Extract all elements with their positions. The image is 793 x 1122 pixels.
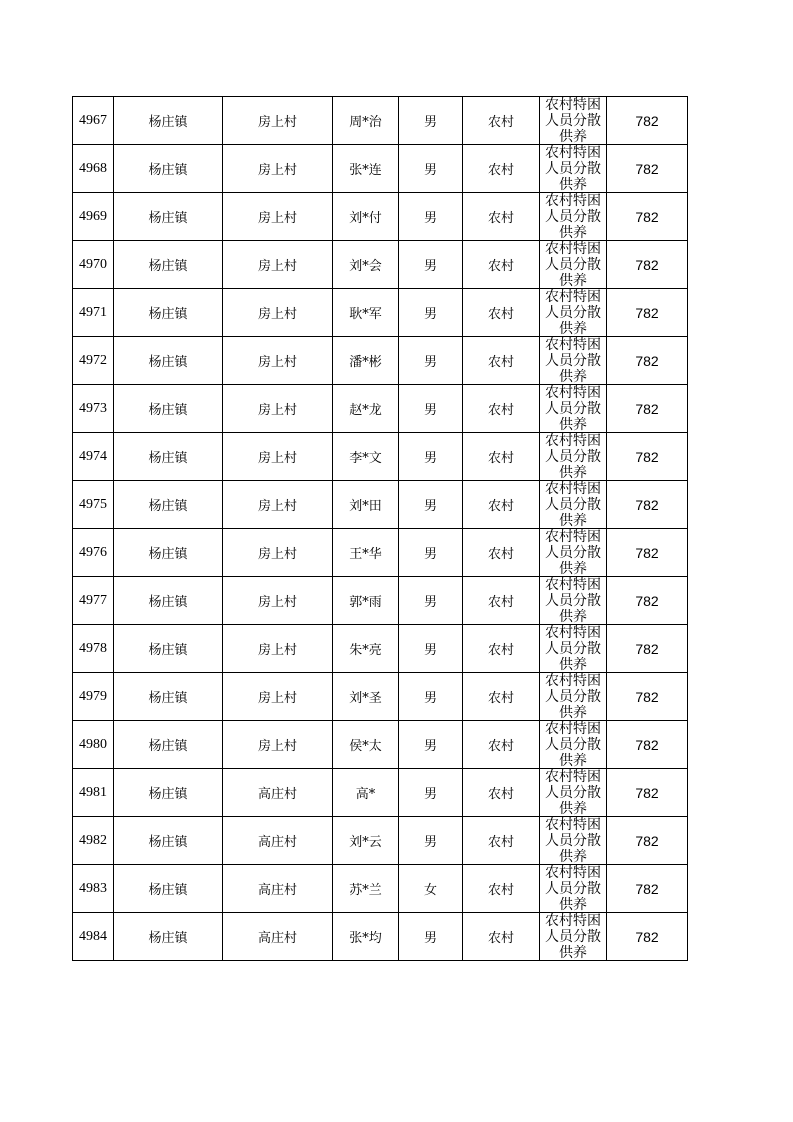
table-row bbox=[73, 481, 688, 529]
table-row bbox=[73, 433, 688, 481]
amount-cell: 782 bbox=[607, 673, 688, 721]
amount-cell: 782 bbox=[607, 625, 688, 673]
gender-cell: 男 bbox=[399, 577, 463, 625]
support-category-cell bbox=[540, 481, 607, 529]
person-name-cell: 朱*亮 bbox=[333, 625, 399, 673]
person-name-cell: 刘*圣 bbox=[333, 673, 399, 721]
town-cell: 杨庄镇 bbox=[114, 817, 223, 865]
village-cell: 房上村 bbox=[223, 625, 333, 673]
area-type-cell: 农村 bbox=[463, 769, 540, 817]
town-cell: 杨庄镇 bbox=[114, 385, 223, 433]
area-type-cell: 农村 bbox=[463, 865, 540, 913]
person-name-cell: 高* bbox=[333, 769, 399, 817]
person-name-cell: 潘*彬 bbox=[333, 337, 399, 385]
town-cell: 杨庄镇 bbox=[114, 241, 223, 289]
town-cell: 杨庄镇 bbox=[114, 721, 223, 769]
amount-cell: 782 bbox=[607, 817, 688, 865]
village-cell: 房上村 bbox=[223, 289, 333, 337]
serial-number-cell: 4975 bbox=[73, 481, 114, 529]
village-cell: 房上村 bbox=[223, 433, 333, 481]
serial-number-cell: 4968 bbox=[73, 145, 114, 193]
gender-cell: 男 bbox=[399, 721, 463, 769]
serial-number-cell: 4984 bbox=[73, 913, 114, 961]
amount-cell: 782 bbox=[607, 193, 688, 241]
gender-cell: 男 bbox=[399, 289, 463, 337]
person-name-cell: 王*华 bbox=[333, 529, 399, 577]
amount-cell: 782 bbox=[607, 241, 688, 289]
serial-number-cell: 4979 bbox=[73, 673, 114, 721]
gender-cell: 女 bbox=[399, 865, 463, 913]
serial-number-cell: 4976 bbox=[73, 529, 114, 577]
gender-cell: 男 bbox=[399, 433, 463, 481]
town-cell: 杨庄镇 bbox=[114, 529, 223, 577]
town-cell: 杨庄镇 bbox=[114, 433, 223, 481]
serial-number-cell: 4972 bbox=[73, 337, 114, 385]
person-name-cell: 郭*雨 bbox=[333, 577, 399, 625]
support-category-text: 农村特困人员分散供养 bbox=[545, 481, 601, 528]
support-category-text: 农村特困人员分散供养 bbox=[545, 385, 601, 432]
support-category-cell bbox=[540, 769, 607, 817]
table-row bbox=[73, 673, 688, 721]
village-cell: 高庄村 bbox=[223, 865, 333, 913]
serial-number-cell: 4970 bbox=[73, 241, 114, 289]
table-row bbox=[73, 97, 688, 145]
table-row bbox=[73, 385, 688, 433]
support-category-text: 农村特困人员分散供养 bbox=[545, 865, 601, 912]
support-category-cell bbox=[540, 673, 607, 721]
support-category-cell bbox=[540, 289, 607, 337]
gender-cell: 男 bbox=[399, 481, 463, 529]
village-cell: 房上村 bbox=[223, 145, 333, 193]
area-type-cell: 农村 bbox=[463, 625, 540, 673]
table-row bbox=[73, 817, 688, 865]
assistance-table bbox=[72, 96, 688, 961]
support-category-cell bbox=[540, 193, 607, 241]
table-row bbox=[73, 721, 688, 769]
support-category-text: 农村特困人员分散供养 bbox=[545, 241, 601, 288]
area-type-cell: 农村 bbox=[463, 577, 540, 625]
support-category-text: 农村特困人员分散供养 bbox=[545, 625, 601, 672]
area-type-cell: 农村 bbox=[463, 97, 540, 145]
table-row bbox=[73, 145, 688, 193]
village-cell: 房上村 bbox=[223, 241, 333, 289]
support-category-text: 农村特困人员分散供养 bbox=[545, 193, 601, 240]
person-name-cell: 刘*付 bbox=[333, 193, 399, 241]
gender-cell: 男 bbox=[399, 145, 463, 193]
serial-number-cell: 4967 bbox=[73, 97, 114, 145]
support-category-text: 农村特困人员分散供养 bbox=[545, 145, 601, 192]
town-cell: 杨庄镇 bbox=[114, 97, 223, 145]
serial-number-cell: 4969 bbox=[73, 193, 114, 241]
table-body bbox=[73, 97, 688, 961]
person-name-cell: 张*均 bbox=[333, 913, 399, 961]
person-name-cell: 赵*龙 bbox=[333, 385, 399, 433]
village-cell: 房上村 bbox=[223, 529, 333, 577]
area-type-cell: 农村 bbox=[463, 913, 540, 961]
support-category-text: 农村特困人员分散供养 bbox=[545, 529, 601, 576]
support-category-text: 农村特困人员分散供养 bbox=[545, 721, 601, 768]
amount-cell: 782 bbox=[607, 145, 688, 193]
village-cell: 房上村 bbox=[223, 673, 333, 721]
area-type-cell: 农村 bbox=[463, 385, 540, 433]
village-cell: 房上村 bbox=[223, 721, 333, 769]
person-name-cell: 李*文 bbox=[333, 433, 399, 481]
village-cell: 房上村 bbox=[223, 97, 333, 145]
table-row bbox=[73, 529, 688, 577]
person-name-cell: 耿*军 bbox=[333, 289, 399, 337]
amount-cell: 782 bbox=[607, 481, 688, 529]
support-category-cell bbox=[540, 433, 607, 481]
area-type-cell: 农村 bbox=[463, 817, 540, 865]
town-cell: 杨庄镇 bbox=[114, 913, 223, 961]
person-name-cell: 周*治 bbox=[333, 97, 399, 145]
town-cell: 杨庄镇 bbox=[114, 337, 223, 385]
serial-number-cell: 4977 bbox=[73, 577, 114, 625]
support-category-cell bbox=[540, 337, 607, 385]
amount-cell: 782 bbox=[607, 529, 688, 577]
gender-cell: 男 bbox=[399, 625, 463, 673]
support-category-cell bbox=[540, 241, 607, 289]
support-category-text: 农村特困人员分散供养 bbox=[545, 289, 601, 336]
person-name-cell: 苏*兰 bbox=[333, 865, 399, 913]
support-category-cell bbox=[540, 529, 607, 577]
table-row bbox=[73, 337, 688, 385]
area-type-cell: 农村 bbox=[463, 145, 540, 193]
town-cell: 杨庄镇 bbox=[114, 673, 223, 721]
town-cell: 杨庄镇 bbox=[114, 625, 223, 673]
serial-number-cell: 4982 bbox=[73, 817, 114, 865]
town-cell: 杨庄镇 bbox=[114, 769, 223, 817]
support-category-cell bbox=[540, 817, 607, 865]
table-row bbox=[73, 769, 688, 817]
support-category-cell bbox=[540, 145, 607, 193]
support-category-text: 农村特困人员分散供养 bbox=[545, 337, 601, 384]
support-category-cell bbox=[540, 865, 607, 913]
serial-number-cell: 4973 bbox=[73, 385, 114, 433]
village-cell: 房上村 bbox=[223, 193, 333, 241]
amount-cell: 782 bbox=[607, 913, 688, 961]
table-row bbox=[73, 577, 688, 625]
amount-cell: 782 bbox=[607, 577, 688, 625]
support-category-cell bbox=[540, 577, 607, 625]
table-row bbox=[73, 241, 688, 289]
village-cell: 房上村 bbox=[223, 337, 333, 385]
village-cell: 高庄村 bbox=[223, 913, 333, 961]
gender-cell: 男 bbox=[399, 97, 463, 145]
village-cell: 高庄村 bbox=[223, 769, 333, 817]
village-cell: 高庄村 bbox=[223, 817, 333, 865]
village-cell: 房上村 bbox=[223, 481, 333, 529]
town-cell: 杨庄镇 bbox=[114, 577, 223, 625]
serial-number-cell: 4978 bbox=[73, 625, 114, 673]
support-category-text: 农村特困人员分散供养 bbox=[545, 913, 601, 960]
support-category-cell bbox=[540, 913, 607, 961]
town-cell: 杨庄镇 bbox=[114, 865, 223, 913]
amount-cell: 782 bbox=[607, 337, 688, 385]
person-name-cell: 刘*云 bbox=[333, 817, 399, 865]
support-category-cell bbox=[540, 97, 607, 145]
serial-number-cell: 4983 bbox=[73, 865, 114, 913]
support-category-text: 农村特困人员分散供养 bbox=[545, 433, 601, 480]
serial-number-cell: 4971 bbox=[73, 289, 114, 337]
gender-cell: 男 bbox=[399, 337, 463, 385]
gender-cell: 男 bbox=[399, 913, 463, 961]
table-row bbox=[73, 625, 688, 673]
village-cell: 房上村 bbox=[223, 577, 333, 625]
amount-cell: 782 bbox=[607, 433, 688, 481]
area-type-cell: 农村 bbox=[463, 337, 540, 385]
support-category-cell bbox=[540, 385, 607, 433]
gender-cell: 男 bbox=[399, 769, 463, 817]
area-type-cell: 农村 bbox=[463, 673, 540, 721]
town-cell: 杨庄镇 bbox=[114, 481, 223, 529]
area-type-cell: 农村 bbox=[463, 433, 540, 481]
table-row bbox=[73, 193, 688, 241]
amount-cell: 782 bbox=[607, 385, 688, 433]
support-category-text: 农村特困人员分散供养 bbox=[545, 97, 601, 144]
area-type-cell: 农村 bbox=[463, 241, 540, 289]
area-type-cell: 农村 bbox=[463, 529, 540, 577]
amount-cell: 782 bbox=[607, 97, 688, 145]
table-row bbox=[73, 865, 688, 913]
area-type-cell: 农村 bbox=[463, 481, 540, 529]
gender-cell: 男 bbox=[399, 385, 463, 433]
person-name-cell: 张*连 bbox=[333, 145, 399, 193]
support-category-cell bbox=[540, 721, 607, 769]
gender-cell: 男 bbox=[399, 817, 463, 865]
gender-cell: 男 bbox=[399, 529, 463, 577]
person-name-cell: 刘*田 bbox=[333, 481, 399, 529]
amount-cell: 782 bbox=[607, 289, 688, 337]
serial-number-cell: 4981 bbox=[73, 769, 114, 817]
serial-number-cell: 4974 bbox=[73, 433, 114, 481]
person-name-cell: 侯*太 bbox=[333, 721, 399, 769]
town-cell: 杨庄镇 bbox=[114, 145, 223, 193]
gender-cell: 男 bbox=[399, 673, 463, 721]
amount-cell: 782 bbox=[607, 865, 688, 913]
support-category-text: 农村特困人员分散供养 bbox=[545, 673, 601, 720]
amount-cell: 782 bbox=[607, 721, 688, 769]
area-type-cell: 农村 bbox=[463, 289, 540, 337]
support-category-cell bbox=[540, 625, 607, 673]
gender-cell: 男 bbox=[399, 193, 463, 241]
table-row bbox=[73, 289, 688, 337]
area-type-cell: 农村 bbox=[463, 193, 540, 241]
table-row bbox=[73, 913, 688, 961]
area-type-cell: 农村 bbox=[463, 721, 540, 769]
town-cell: 杨庄镇 bbox=[114, 289, 223, 337]
serial-number-cell: 4980 bbox=[73, 721, 114, 769]
person-name-cell: 刘*会 bbox=[333, 241, 399, 289]
amount-cell: 782 bbox=[607, 769, 688, 817]
support-category-text: 农村特困人员分散供养 bbox=[545, 769, 601, 816]
village-cell: 房上村 bbox=[223, 385, 333, 433]
town-cell: 杨庄镇 bbox=[114, 193, 223, 241]
support-category-text: 农村特困人员分散供养 bbox=[545, 577, 601, 624]
support-category-text: 农村特困人员分散供养 bbox=[545, 817, 601, 864]
gender-cell: 男 bbox=[399, 241, 463, 289]
